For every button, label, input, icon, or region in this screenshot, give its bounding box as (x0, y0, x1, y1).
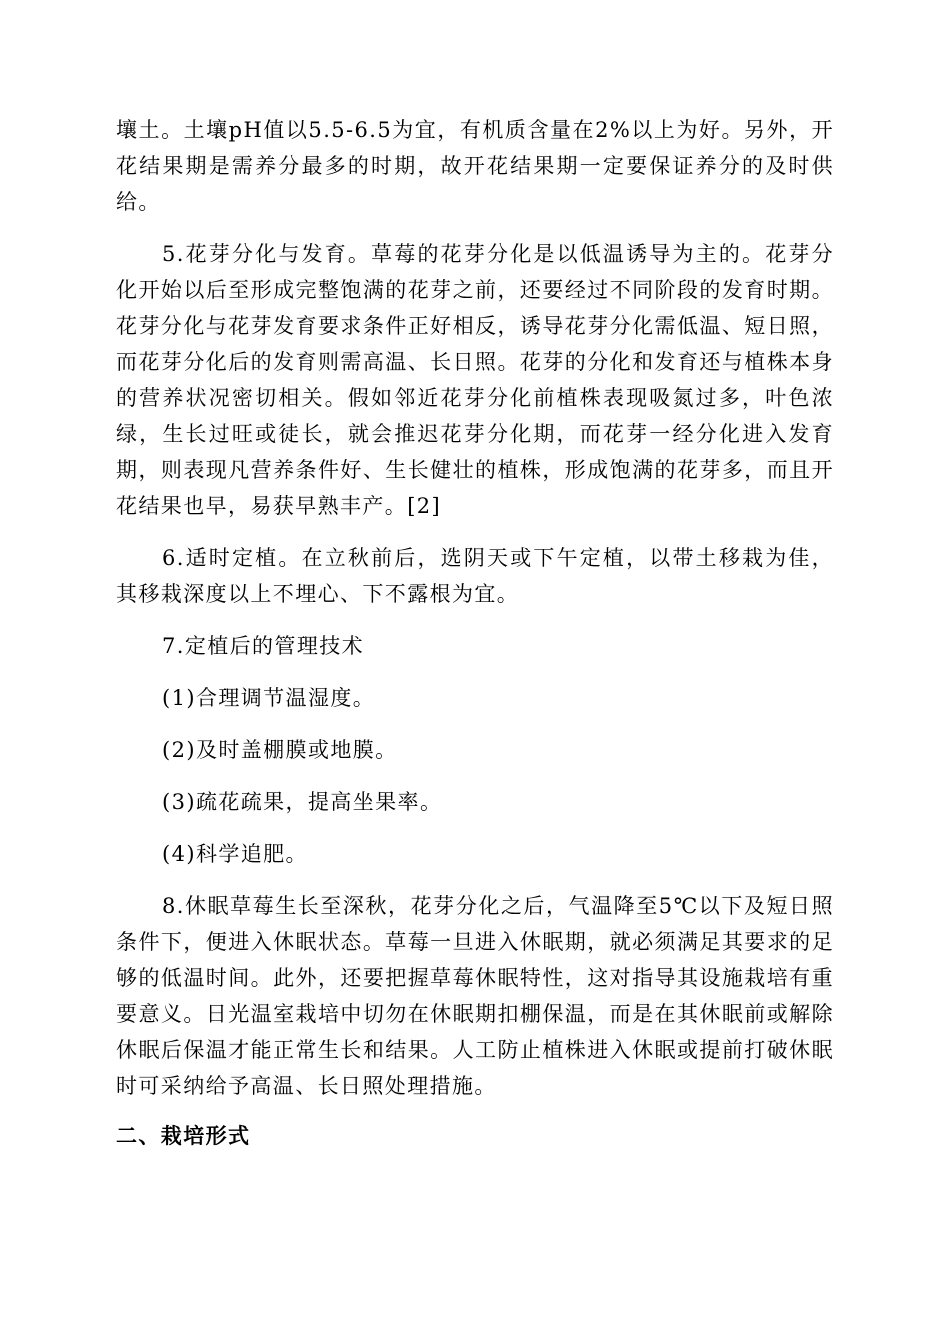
paragraph-flower-bud-differentiation: 5.花芽分化与发育。草莓的花芽分化是以低温诱导为主的。花芽分化开始以后至形成完整饱满的花芽之前，还要经过不同阶段的发育时期。花芽分化与花芽发育要求条件正好相反，诱导花芽分化需低温、短日照，而花芽分化后的发育则需高温、长日照。花芽的分化和发育还与植株本身的营养状况密切相关。假如邻近花芽分化前植株表现吸氮过多，叶色浓绿，生长过旺或徒长，就会推迟花芽分化期，而花芽一经分化进入发育期，则表现凡营养条件好、生长健壮的植株，形成饱满的花芽多，而且开花结果也早，易获早熟丰产。[2] (116, 242, 834, 518)
paragraph-post-planting-management: 7.定植后的管理技术 (162, 634, 365, 658)
list-item-temperature-humidity: (1)合理调节温湿度。 (162, 686, 376, 710)
list-item-thinning: (3)疏花疏果，提高坐果率。 (162, 790, 443, 814)
list-item-fertilizing: (4)科学追肥。 (162, 842, 308, 866)
section-heading: 二、栽培形式 (116, 1123, 251, 1148)
paragraph-dormancy: 8.休眠草莓生长至深秋，花芽分化之后，气温降至5℃以下及短日照条件下，便进入休眠状态。草莓一旦进入休眠期，就必须满足其要求的足够的低温时间。此外，还要把握草莓休眠特性，这对指导其设施栽培有重要意义。日光温室栽培中切勿在休眠期扣棚保温，而是在其休眠前或解除休眠后保温才能正常生长和结果。人工防止植株进入休眠或提前打破休眠时可采纳给予高温、长日照处理措施。 (116, 894, 834, 1098)
paragraph-soil-nutrition: 壤土。土壤pH值以5.5-6.5为宜，有机质含量在2%以上为好。另外，开花结果期是需养分最多的时期，故开花结果期一定要保证养分的及时供给。 (116, 118, 834, 214)
list-item-film-cover: (2)及时盖棚膜或地膜。 (162, 738, 398, 762)
paragraph-timely-planting: 6.适时定植。在立秋前后，选阴天或下午定植，以带土移栽为佳，其移栽深度以上不埋心、下不露根为宜。 (116, 546, 834, 606)
